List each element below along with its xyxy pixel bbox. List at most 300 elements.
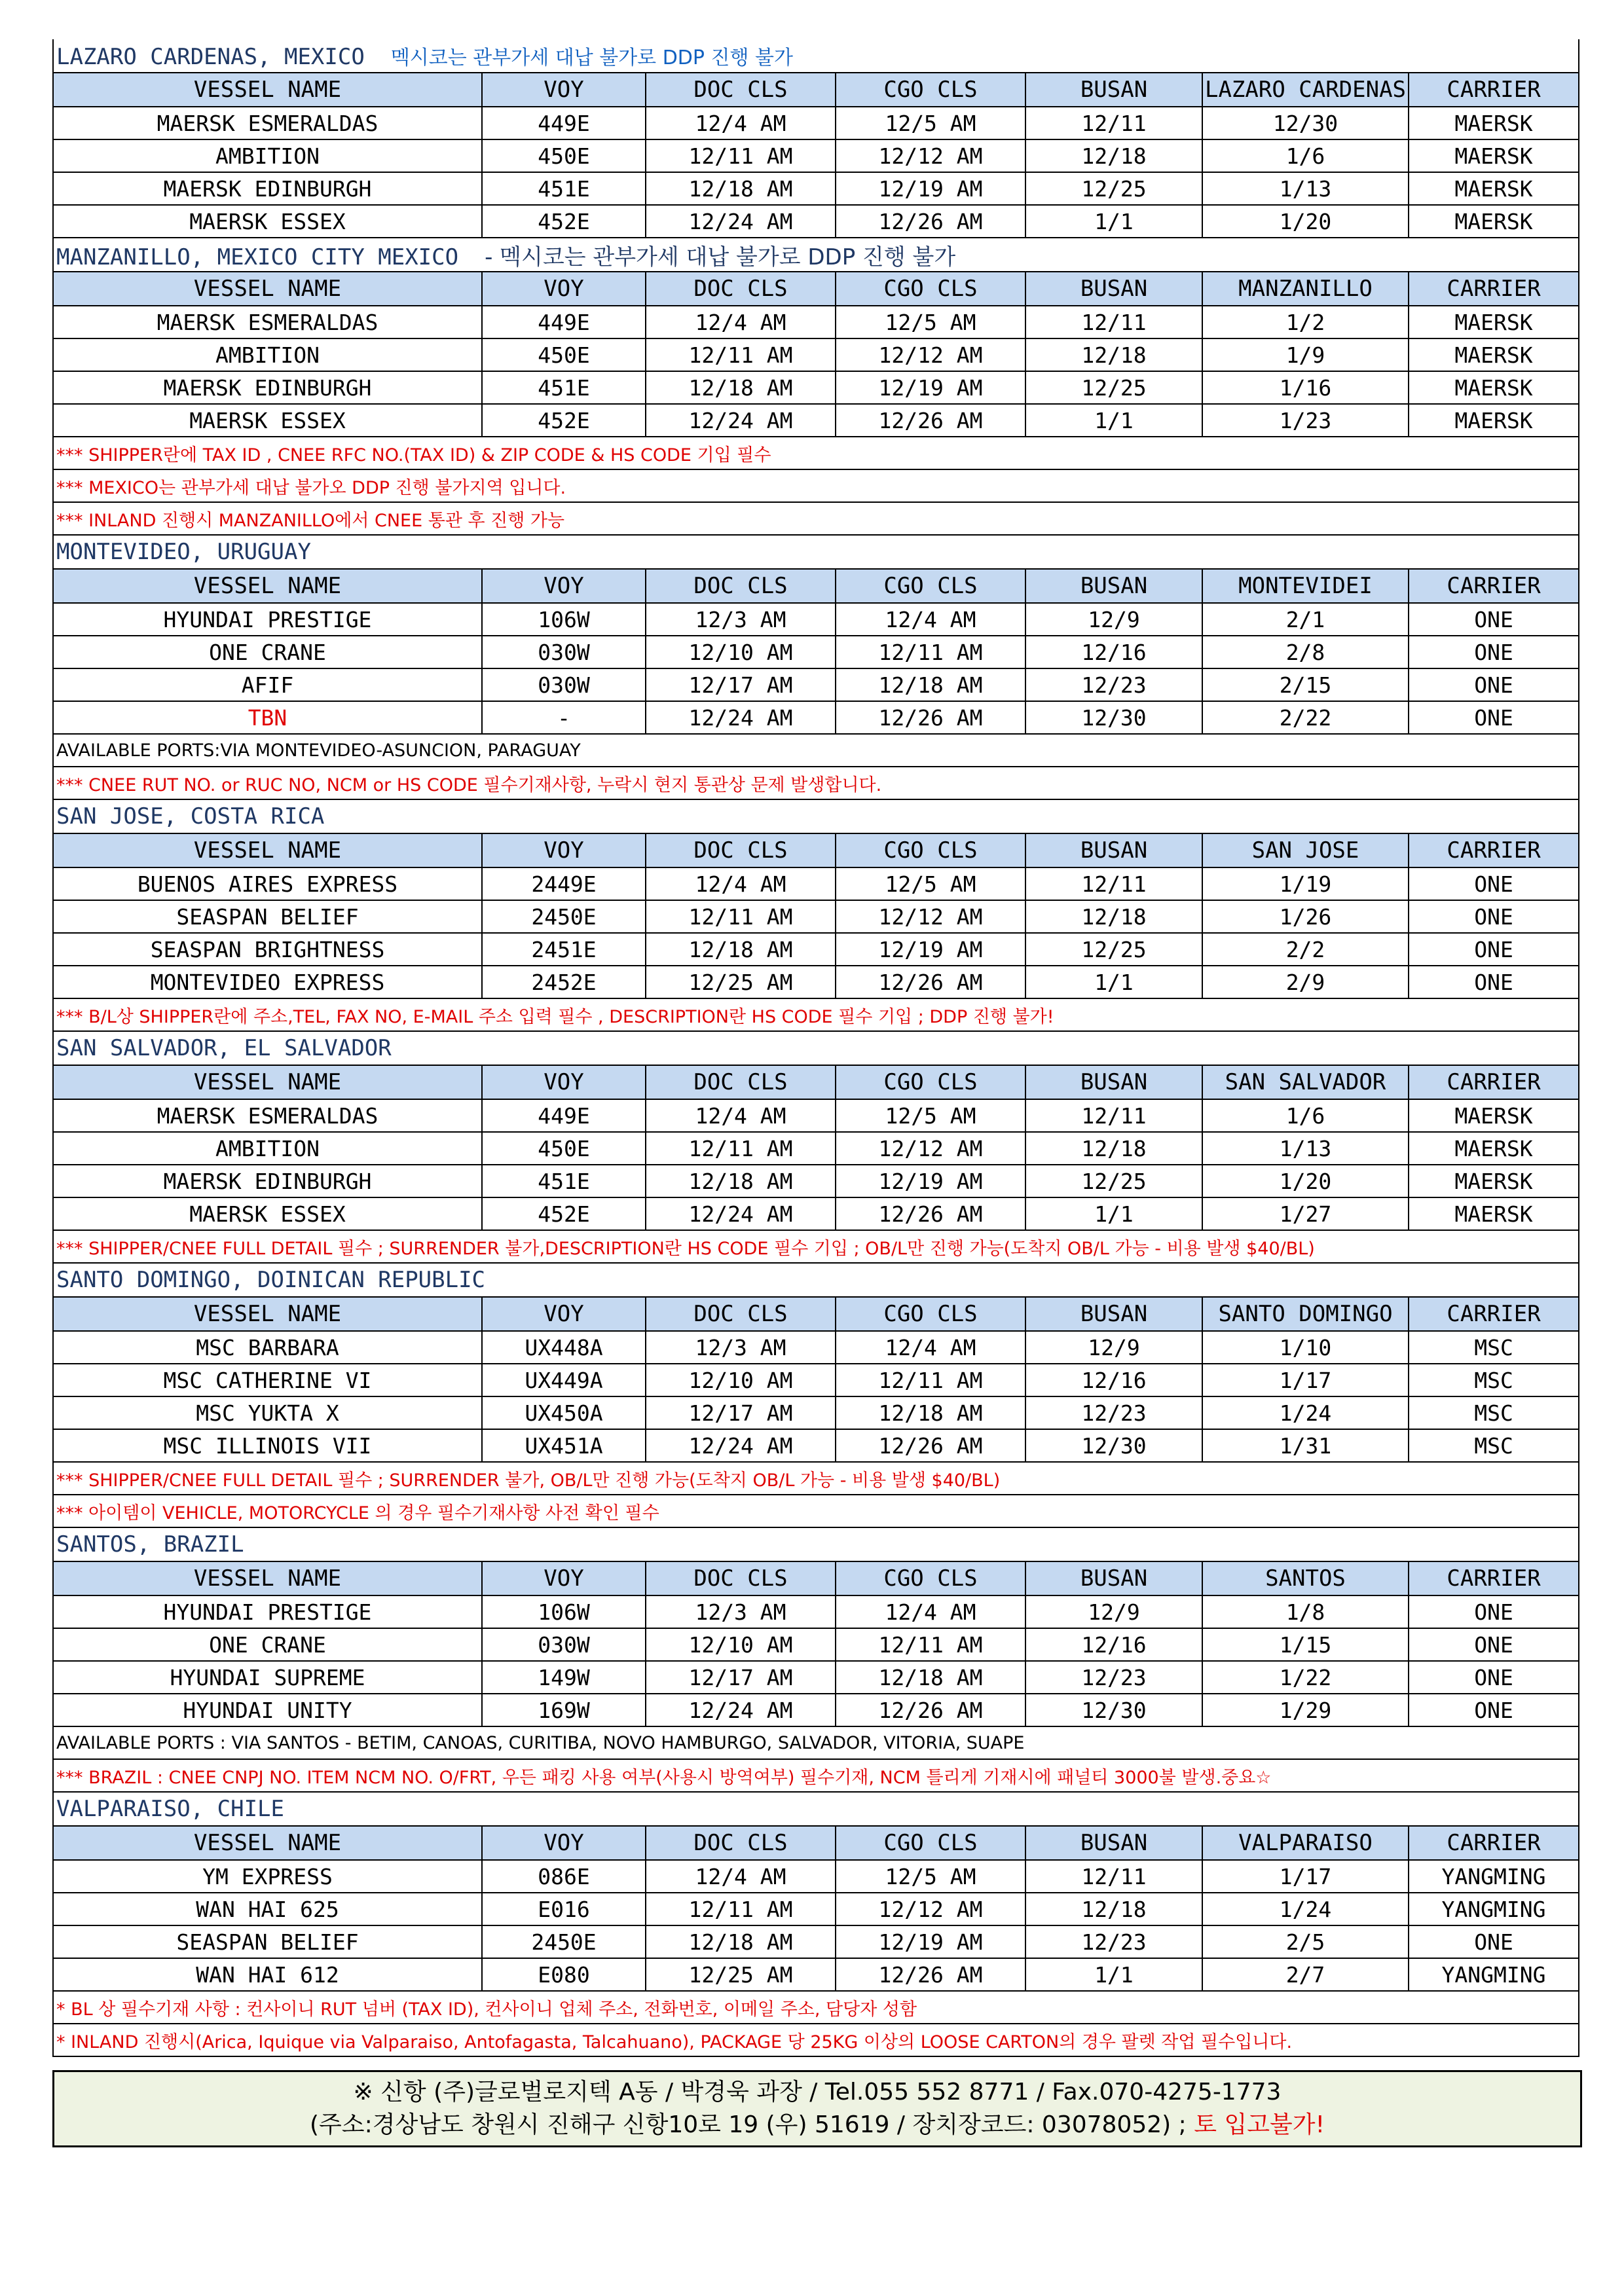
busan-etd: 12/23: [1025, 1396, 1202, 1429]
destination-eta: 2/7: [1202, 1958, 1409, 1991]
doc-cls: 12/10 AM: [646, 1628, 836, 1661]
carrier: MAERSK: [1409, 1197, 1579, 1230]
cgo-cls: 12/26 AM: [836, 966, 1025, 998]
doc-cls: 12/18 AM: [646, 1925, 836, 1958]
busan-etd: 12/11: [1025, 107, 1202, 139]
col-voy: VOY: [482, 73, 646, 107]
busan-etd: 12/11: [1025, 1860, 1202, 1893]
voyage: E080: [482, 1958, 646, 1991]
voyage: 106W: [482, 603, 646, 636]
destination-eta: 1/17: [1202, 1364, 1409, 1396]
vessel-name: AMBITION: [53, 1132, 482, 1165]
voyage: 149W: [482, 1661, 646, 1694]
section-note: *** MEXICO는 관부가세 대납 불가오 DDP 진행 불가지역 입니다.: [53, 469, 1579, 502]
doc-cls: 12/4 AM: [646, 306, 836, 338]
schedule-table: [52, 39, 1579, 2057]
destination-eta: 1/29: [1202, 1694, 1409, 1726]
cgo-cls: 12/11 AM: [836, 636, 1025, 668]
footer-line-1: ※ 신항 (주)글로벌로지텍 A동 / 박경욱 과장 / Tel.055 552 8771 / Fax.070-4275-1773: [353, 2079, 1282, 2105]
cgo-cls: 12/26 AM: [836, 1429, 1025, 1462]
busan-etd: 12/23: [1025, 668, 1202, 701]
col-carrier: CARRIER: [1409, 73, 1579, 107]
col-doc-cls: DOC CLS: [646, 569, 836, 603]
destination-eta: 1/16: [1202, 371, 1409, 404]
busan-etd: 12/16: [1025, 1364, 1202, 1396]
voyage: 030W: [482, 668, 646, 701]
schedule-row: [53, 1958, 1579, 1991]
vessel-name: ONE CRANE: [53, 636, 482, 668]
col-busan: BUSAN: [1025, 73, 1202, 107]
section-title: MONTEVIDEO, URUGUAY: [56, 539, 311, 565]
col-vessel-name: VESSEL NAME: [53, 73, 482, 107]
schedule-row: [53, 1661, 1579, 1694]
cgo-cls: 12/11 AM: [836, 1364, 1025, 1396]
cgo-cls: 12/26 AM: [836, 701, 1025, 734]
section-title: MANZANILLO, MEXICO CITY MEXICO: [56, 244, 459, 270]
schedule-row: [53, 306, 1579, 338]
schedule-row: [53, 1595, 1579, 1628]
destination-eta: 2/8: [1202, 636, 1409, 668]
destination-eta: 2/1: [1202, 603, 1409, 636]
section-title-row: [53, 1031, 1579, 1065]
schedule-row: [53, 172, 1579, 205]
carrier: ONE: [1409, 933, 1579, 966]
vessel-name: BUENOS AIRES EXPRESS: [53, 867, 482, 900]
cgo-cls: 12/5 AM: [836, 1860, 1025, 1893]
vessel-name: MAERSK ESMERALDAS: [53, 306, 482, 338]
vessel-name: MAERSK EDINBURGH: [53, 172, 482, 205]
col-doc-cls: DOC CLS: [646, 1065, 836, 1099]
col-destination: SANTO DOMINGO: [1202, 1297, 1409, 1331]
schedule-row: [53, 1694, 1579, 1726]
voyage: 449E: [482, 1099, 646, 1132]
vessel-name: HYUNDAI PRESTIGE: [53, 603, 482, 636]
col-busan: BUSAN: [1025, 1297, 1202, 1331]
schedule-row: [53, 1860, 1579, 1893]
carrier: YANGMING: [1409, 1958, 1579, 1991]
cgo-cls: 12/26 AM: [836, 205, 1025, 238]
cgo-cls: 12/19 AM: [836, 933, 1025, 966]
carrier: ONE: [1409, 1661, 1579, 1694]
schedule-document: [52, 39, 1578, 2147]
destination-eta: 1/26: [1202, 900, 1409, 933]
carrier: MAERSK: [1409, 107, 1579, 139]
col-destination: SAN JOSE: [1202, 833, 1409, 867]
schedule-row: [53, 1429, 1579, 1462]
carrier: MSC: [1409, 1429, 1579, 1462]
busan-etd: 12/16: [1025, 636, 1202, 668]
col-destination: LAZARO CARDENAS: [1202, 73, 1409, 107]
destination-eta: 1/6: [1202, 1099, 1409, 1132]
voyage: 451E: [482, 172, 646, 205]
doc-cls: 12/24 AM: [646, 701, 836, 734]
carrier: YANGMING: [1409, 1893, 1579, 1925]
section-note-row: [53, 1495, 1579, 1527]
column-header-row: [53, 1297, 1579, 1331]
doc-cls: 12/4 AM: [646, 107, 836, 139]
voyage: 2451E: [482, 933, 646, 966]
vessel-name: AMBITION: [53, 338, 482, 371]
doc-cls: 12/25 AM: [646, 966, 836, 998]
column-header-row: [53, 569, 1579, 603]
carrier: MSC: [1409, 1364, 1579, 1396]
doc-cls: 12/18 AM: [646, 933, 836, 966]
voyage: 452E: [482, 205, 646, 238]
voyage: 450E: [482, 139, 646, 172]
cgo-cls: 12/26 AM: [836, 404, 1025, 437]
schedule-row: [53, 867, 1579, 900]
vessel-name: MONTEVIDEO EXPRESS: [53, 966, 482, 998]
voyage: 2450E: [482, 1925, 646, 1958]
doc-cls: 12/4 AM: [646, 867, 836, 900]
busan-etd: 12/18: [1025, 338, 1202, 371]
section-note: AVAILABLE PORTS:VIA MONTEVIDEO-ASUNCION, PARAGUAY: [53, 734, 1579, 767]
carrier: MAERSK: [1409, 338, 1579, 371]
col-vessel-name: VESSEL NAME: [53, 272, 482, 306]
schedule-row: [53, 1925, 1579, 1958]
carrier: MAERSK: [1409, 1099, 1579, 1132]
busan-etd: 12/11: [1025, 867, 1202, 900]
cgo-cls: 12/12 AM: [836, 1132, 1025, 1165]
vessel-name: SEASPAN BELIEF: [53, 900, 482, 933]
section-note-row: [53, 1991, 1579, 2024]
col-voy: VOY: [482, 1297, 646, 1331]
cgo-cls: 12/26 AM: [836, 1197, 1025, 1230]
col-voy: VOY: [482, 1826, 646, 1860]
section-note: *** INLAND 진행시 MANZANILLO에서 CNEE 통관 후 진행 가능: [53, 502, 1579, 535]
section-note: *** B/L상 SHIPPER란에 주소,TEL, FAX NO, E-MAIL 주소 입력 필수 , DESCRIPTION란 HS CODE 필수 기입 ; DDP 진행 불가!: [53, 998, 1579, 1031]
col-destination: VALPARAISO: [1202, 1826, 1409, 1860]
schedule-row: [53, 1197, 1579, 1230]
schedule-row: [53, 1099, 1579, 1132]
busan-etd: 12/25: [1025, 172, 1202, 205]
footer-warning: 토 입고불가!: [1194, 2111, 1325, 2138]
col-destination: MONTEVIDEI: [1202, 569, 1409, 603]
col-busan: BUSAN: [1025, 1065, 1202, 1099]
carrier: ONE: [1409, 701, 1579, 734]
doc-cls: 12/4 AM: [646, 1099, 836, 1132]
schedule-row: [53, 1893, 1579, 1925]
col-voy: VOY: [482, 1561, 646, 1595]
carrier: ONE: [1409, 900, 1579, 933]
schedule-row: [53, 139, 1579, 172]
section-title-row: [53, 535, 1579, 569]
section-note: AVAILABLE PORTS : VIA SANTOS - BETIM, CANOAS, CURITIBA, NOVO HAMBURGO, SALVADOR, VITORIA, SUAPE: [53, 1726, 1579, 1759]
col-busan: BUSAN: [1025, 833, 1202, 867]
busan-etd: 1/1: [1025, 404, 1202, 437]
footer-line-2: [54, 2109, 1580, 2141]
section-note-row: [53, 2024, 1579, 2056]
voyage: 2449E: [482, 867, 646, 900]
doc-cls: 12/18 AM: [646, 371, 836, 404]
destination-eta: 12/30: [1202, 107, 1409, 139]
destination-eta: 1/9: [1202, 338, 1409, 371]
section-title-row: [53, 1263, 1579, 1297]
cgo-cls: 12/5 AM: [836, 306, 1025, 338]
voyage: E016: [482, 1893, 646, 1925]
section-title-row: [53, 238, 1579, 272]
busan-etd: 12/25: [1025, 371, 1202, 404]
busan-etd: 12/25: [1025, 1165, 1202, 1197]
vessel-name: HYUNDAI SUPREME: [53, 1661, 482, 1694]
vessel-name: SEASPAN BELIEF: [53, 1925, 482, 1958]
carrier: MAERSK: [1409, 1132, 1579, 1165]
vessel-name: MAERSK ESSEX: [53, 205, 482, 238]
column-header-row: [53, 1826, 1579, 1860]
section-note: *** 아이템이 VEHICLE, MOTORCYCLE 의 경우 필수기재사항 사전 확인 필수: [53, 1495, 1579, 1527]
col-voy: VOY: [482, 1065, 646, 1099]
section-title: SANTO DOMINGO, DOINICAN REPUBLIC: [56, 1267, 486, 1293]
section-note: * INLAND 진행시(Arica, Iquique via Valparaiso, Antofagasta, Talcahuano), PACKAGE 당 25KG 이상의 LOOSE CARTON의 경우 팔렛 작업 필수입니다.: [53, 2024, 1579, 2056]
carrier: ONE: [1409, 1595, 1579, 1628]
carrier: MAERSK: [1409, 306, 1579, 338]
destination-eta: 1/20: [1202, 1165, 1409, 1197]
section-title-note: - 멕시코는 관부가세 대납 불가로 DDP 진행 불가: [485, 244, 956, 270]
doc-cls: 12/11 AM: [646, 900, 836, 933]
carrier: ONE: [1409, 668, 1579, 701]
voyage: 2452E: [482, 966, 646, 998]
section-note: * BL 상 필수기재 사항 : 컨사이니 RUT 넘버 (TAX ID), 컨사이니 업체 주소, 전화번호, 이메일 주소, 담당자 성함: [53, 1991, 1579, 2024]
section-title: SAN JOSE, COSTA RICA: [56, 803, 325, 829]
destination-eta: 2/15: [1202, 668, 1409, 701]
vessel-name: HYUNDAI PRESTIGE: [53, 1595, 482, 1628]
voyage: 449E: [482, 107, 646, 139]
col-doc-cls: DOC CLS: [646, 1561, 836, 1595]
section-title-note: 멕시코는 관부가세 대납 불가로 DDP 진행 불가: [390, 46, 793, 69]
schedule-row: [53, 900, 1579, 933]
column-header-row: [53, 73, 1579, 107]
schedule-row: [53, 701, 1579, 734]
carrier: MSC: [1409, 1396, 1579, 1429]
cgo-cls: 12/4 AM: [836, 1331, 1025, 1364]
cgo-cls: 12/12 AM: [836, 1893, 1025, 1925]
carrier: ONE: [1409, 1925, 1579, 1958]
col-cgo-cls: CGO CLS: [836, 1297, 1025, 1331]
column-header-row: [53, 1065, 1579, 1099]
voyage: UX451A: [482, 1429, 646, 1462]
doc-cls: 12/17 AM: [646, 1661, 836, 1694]
section-title: SAN SALVADOR, EL SALVADOR: [56, 1035, 392, 1061]
col-cgo-cls: CGO CLS: [836, 272, 1025, 306]
col-busan: BUSAN: [1025, 272, 1202, 306]
col-voy: VOY: [482, 833, 646, 867]
vessel-name: WAN HAI 625: [53, 1893, 482, 1925]
schedule-row: [53, 1132, 1579, 1165]
destination-eta: 2/9: [1202, 966, 1409, 998]
carrier: ONE: [1409, 966, 1579, 998]
section-title: SANTOS, BRAZIL: [56, 1531, 244, 1558]
col-doc-cls: DOC CLS: [646, 73, 836, 107]
destination-eta: 1/6: [1202, 139, 1409, 172]
col-doc-cls: DOC CLS: [646, 1297, 836, 1331]
col-vessel-name: VESSEL NAME: [53, 1561, 482, 1595]
destination-eta: 1/24: [1202, 1893, 1409, 1925]
busan-etd: 12/11: [1025, 306, 1202, 338]
section-note-row: [53, 1759, 1579, 1792]
doc-cls: 12/10 AM: [646, 1364, 836, 1396]
col-destination: SANTOS: [1202, 1561, 1409, 1595]
col-carrier: CARRIER: [1409, 1065, 1579, 1099]
voyage: 451E: [482, 371, 646, 404]
busan-etd: 12/23: [1025, 1661, 1202, 1694]
destination-eta: 1/19: [1202, 867, 1409, 900]
vessel-name: MAERSK ESSEX: [53, 404, 482, 437]
voyage: 450E: [482, 1132, 646, 1165]
cgo-cls: 12/26 AM: [836, 1958, 1025, 1991]
doc-cls: 12/18 AM: [646, 172, 836, 205]
vessel-name: WAN HAI 612: [53, 1958, 482, 1991]
busan-etd: 12/9: [1025, 603, 1202, 636]
col-cgo-cls: CGO CLS: [836, 1065, 1025, 1099]
cgo-cls: 12/5 AM: [836, 107, 1025, 139]
destination-eta: 2/2: [1202, 933, 1409, 966]
busan-etd: 12/18: [1025, 1132, 1202, 1165]
col-vessel-name: VESSEL NAME: [53, 569, 482, 603]
col-busan: BUSAN: [1025, 1826, 1202, 1860]
section-note-row: [53, 437, 1579, 469]
vessel-name: MAERSK ESMERALDAS: [53, 107, 482, 139]
busan-etd: 12/9: [1025, 1595, 1202, 1628]
cgo-cls: 12/4 AM: [836, 1595, 1025, 1628]
doc-cls: 12/24 AM: [646, 404, 836, 437]
voyage: 030W: [482, 1628, 646, 1661]
section-note-row: [53, 1462, 1579, 1495]
busan-etd: 12/25: [1025, 933, 1202, 966]
vessel-name: MSC YUKTA X: [53, 1396, 482, 1429]
destination-eta: 1/17: [1202, 1860, 1409, 1893]
section-note-row: [53, 502, 1579, 535]
schedule-row: [53, 205, 1579, 238]
schedule-row: [53, 933, 1579, 966]
carrier: ONE: [1409, 636, 1579, 668]
carrier: ONE: [1409, 867, 1579, 900]
col-doc-cls: DOC CLS: [646, 833, 836, 867]
col-carrier: CARRIER: [1409, 1297, 1579, 1331]
doc-cls: 12/17 AM: [646, 668, 836, 701]
cgo-cls: 12/26 AM: [836, 1694, 1025, 1726]
vessel-name: YM EXPRESS: [53, 1860, 482, 1893]
cgo-cls: 12/19 AM: [836, 172, 1025, 205]
col-vessel-name: VESSEL NAME: [53, 1065, 482, 1099]
cgo-cls: 12/4 AM: [836, 603, 1025, 636]
doc-cls: 12/24 AM: [646, 1694, 836, 1726]
schedule-row: [53, 603, 1579, 636]
col-cgo-cls: CGO CLS: [836, 73, 1025, 107]
section-note: *** BRAZIL : CNEE CNPJ NO. ITEM NCM NO. O/FRT, 우든 패킹 사용 여부(사용시 방역여부) 필수기재, NCM 틀리게 기재시에 패널티 3000불 발생.중요☆: [53, 1759, 1579, 1792]
schedule-row: [53, 1331, 1579, 1364]
section-title-row: [53, 799, 1579, 833]
col-cgo-cls: CGO CLS: [836, 833, 1025, 867]
destination-eta: 1/31: [1202, 1429, 1409, 1462]
section-note: *** SHIPPER/CNEE FULL DETAIL 필수 ; SURRENDER 불가, OB/L만 진행 가능(도착지 OB/L 가능 - 비용 발생 $40/BL): [53, 1462, 1579, 1495]
vessel-name: ONE CRANE: [53, 1628, 482, 1661]
section-title-row: [53, 1792, 1579, 1826]
section-note: *** SHIPPER란에 TAX ID , CNEE RFC NO.(TAX ID) & ZIP CODE & HS CODE 기입 필수: [53, 437, 1579, 469]
col-carrier: CARRIER: [1409, 1561, 1579, 1595]
voyage: 169W: [482, 1694, 646, 1726]
schedule-row: [53, 107, 1579, 139]
carrier: ONE: [1409, 1628, 1579, 1661]
col-carrier: CARRIER: [1409, 272, 1579, 306]
schedule-row: [53, 338, 1579, 371]
section-title: VALPARAISO, CHILE: [56, 1796, 284, 1822]
doc-cls: 12/11 AM: [646, 139, 836, 172]
cgo-cls: 12/12 AM: [836, 139, 1025, 172]
doc-cls: 12/24 AM: [646, 1429, 836, 1462]
destination-eta: 1/8: [1202, 1595, 1409, 1628]
carrier: MAERSK: [1409, 205, 1579, 238]
voyage: 030W: [482, 636, 646, 668]
section-note-row: [53, 767, 1579, 799]
destination-eta: 1/13: [1202, 172, 1409, 205]
vessel-name: MSC ILLINOIS VII: [53, 1429, 482, 1462]
section-note-row: [53, 1726, 1579, 1759]
doc-cls: 12/11 AM: [646, 1132, 836, 1165]
col-busan: BUSAN: [1025, 569, 1202, 603]
destination-eta: 1/24: [1202, 1396, 1409, 1429]
busan-etd: 1/1: [1025, 1197, 1202, 1230]
voyage: UX449A: [482, 1364, 646, 1396]
voyage: 086E: [482, 1860, 646, 1893]
vessel-name: AFIF: [53, 668, 482, 701]
voyage: 451E: [482, 1165, 646, 1197]
busan-etd: 12/18: [1025, 139, 1202, 172]
col-carrier: CARRIER: [1409, 569, 1579, 603]
voyage: 449E: [482, 306, 646, 338]
col-voy: VOY: [482, 272, 646, 306]
schedule-row: [53, 636, 1579, 668]
cgo-cls: 12/12 AM: [836, 338, 1025, 371]
destination-eta: 1/2: [1202, 306, 1409, 338]
cgo-cls: 12/18 AM: [836, 1661, 1025, 1694]
schedule-row: [53, 1396, 1579, 1429]
voyage: 106W: [482, 1595, 646, 1628]
col-cgo-cls: CGO CLS: [836, 1826, 1025, 1860]
section-note-row: [53, 998, 1579, 1031]
busan-etd: 12/18: [1025, 900, 1202, 933]
doc-cls: 12/18 AM: [646, 1165, 836, 1197]
destination-eta: 1/23: [1202, 404, 1409, 437]
busan-etd: 12/30: [1025, 701, 1202, 734]
busan-etd: 12/23: [1025, 1925, 1202, 1958]
section-title: LAZARO CARDENAS, MEXICO: [56, 44, 365, 70]
schedule-row: [53, 404, 1579, 437]
destination-eta: 1/10: [1202, 1331, 1409, 1364]
doc-cls: 12/24 AM: [646, 205, 836, 238]
voyage: 452E: [482, 1197, 646, 1230]
destination-eta: 2/5: [1202, 1925, 1409, 1958]
vessel-name: MAERSK EDINBURGH: [53, 371, 482, 404]
col-destination: SAN SALVADOR: [1202, 1065, 1409, 1099]
doc-cls: 12/3 AM: [646, 1595, 836, 1628]
doc-cls: 12/11 AM: [646, 338, 836, 371]
carrier: MSC: [1409, 1331, 1579, 1364]
vessel-name: MAERSK ESMERALDAS: [53, 1099, 482, 1132]
vessel-name: SEASPAN BRIGHTNESS: [53, 933, 482, 966]
busan-etd: 12/9: [1025, 1331, 1202, 1364]
doc-cls: 12/4 AM: [646, 1860, 836, 1893]
footer-address: (주소:경상남도 창원시 진해구 신항10로 19 (우) 51619 / 장치장코드: 03078052) ;: [309, 2111, 1187, 2138]
schedule-row: [53, 1364, 1579, 1396]
cgo-cls: 12/5 AM: [836, 867, 1025, 900]
busan-etd: 12/30: [1025, 1429, 1202, 1462]
section-note-row: [53, 734, 1579, 767]
destination-eta: 1/22: [1202, 1661, 1409, 1694]
col-doc-cls: DOC CLS: [646, 272, 836, 306]
column-header-row: [53, 833, 1579, 867]
voyage: 452E: [482, 404, 646, 437]
carrier: ONE: [1409, 1694, 1579, 1726]
